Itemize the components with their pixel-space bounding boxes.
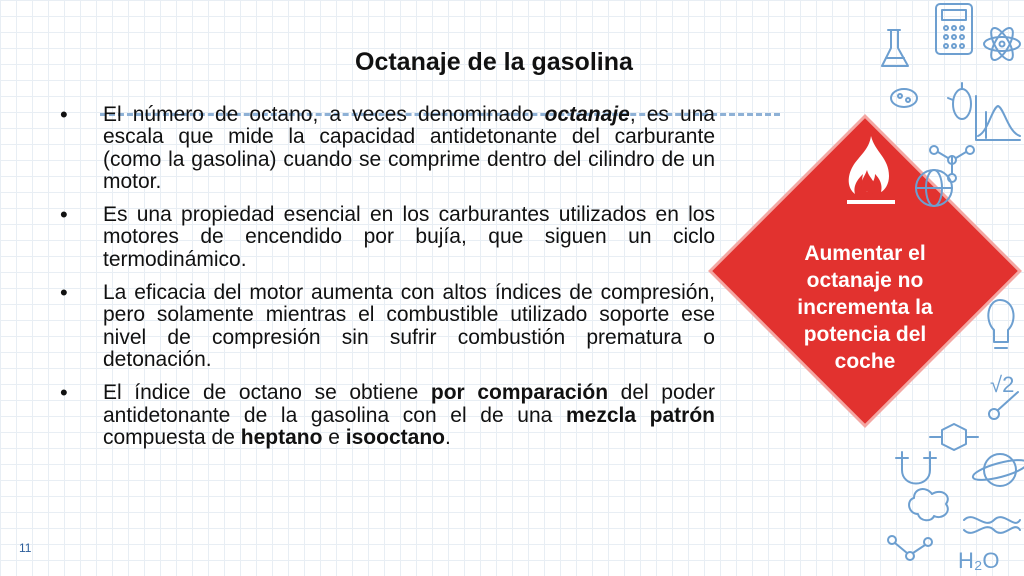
bullet-text-part: , es una escala que mide la capacidad antidetonante del carburante (como la gasolina) cuando se comprime dentro del cilindro de un motor. [103, 103, 715, 193]
bullet-text-part: octanaje [544, 103, 630, 126]
bullet-item [60, 282, 715, 371]
bullet-text-part: compuesta de [103, 425, 241, 449]
bullet-text-part: heptano [240, 425, 323, 449]
brain-icon [909, 489, 948, 520]
planet-icon [971, 454, 1024, 486]
bullet-text-part: e [322, 425, 346, 449]
bullet-text-part: por comparación [430, 381, 609, 405]
bullet-text-part: . [444, 425, 451, 449]
warning-line: potencia del [803, 323, 927, 346]
magnet-icon [896, 452, 936, 484]
bullet-item [60, 382, 715, 449]
bullet-list [60, 104, 715, 460]
molecule-icon [888, 536, 932, 560]
molecule-icon [930, 146, 974, 182]
h2o-formula-icon: H₂O [958, 548, 1000, 573]
page-number: 11 [19, 541, 32, 555]
bullet-text [103, 203, 715, 271]
warning-line: octanaje no [806, 269, 924, 292]
bullet-text-part: El índice de octano se obtiene [103, 381, 431, 405]
warning-line: Aumentar el [804, 242, 926, 265]
bullet-text [103, 281, 715, 371]
bullet-dot: • [60, 102, 68, 127]
bullet-item [60, 104, 715, 193]
bullet-text-part: La eficacia del motor aumenta con altos índices de compresión, pero solamente mientras el combustible utilizado soporte ese nivel de compresión sin sufrir combustión prematura o detonación. [103, 281, 715, 371]
bullet-dot: • [60, 280, 68, 306]
molecule-icon [930, 424, 978, 450]
atom-icon [984, 25, 1020, 63]
dna-icon [964, 517, 1020, 533]
bullet-dot: • [60, 380, 68, 406]
calculator-icon [936, 4, 972, 54]
science-doodles [874, 0, 1024, 576]
bullet-item [60, 204, 715, 271]
bullet-text-part: del poder antidetonante de la gasolina con el de una [103, 381, 716, 427]
globe-icon [916, 170, 952, 206]
sqrt-icon: √2 [990, 372, 1015, 397]
bacteria-icon [891, 83, 971, 119]
bullet-text-part: mezcla patrón [565, 403, 715, 427]
lightbulb-icon [988, 300, 1013, 348]
slide-title: Octanaje de la gasolina [355, 48, 633, 76]
bullet-text [103, 103, 715, 193]
bullet-text-part: El número de octano, a veces denominado [103, 103, 545, 126]
warning-line: coche [834, 350, 896, 373]
bullet-text [103, 381, 715, 449]
bullet-dot: • [60, 202, 68, 228]
graph-icon [976, 96, 1020, 140]
warning-line: incrementa la [797, 296, 933, 319]
flask-icon [882, 30, 908, 66]
bullet-text-part: Es una propiedad esencial en los carburantes utilizados en los motores de encendido por bujía, que siguen un ciclo termodinámico. [103, 203, 715, 271]
bullet-text-part: isooctano [345, 425, 445, 449]
